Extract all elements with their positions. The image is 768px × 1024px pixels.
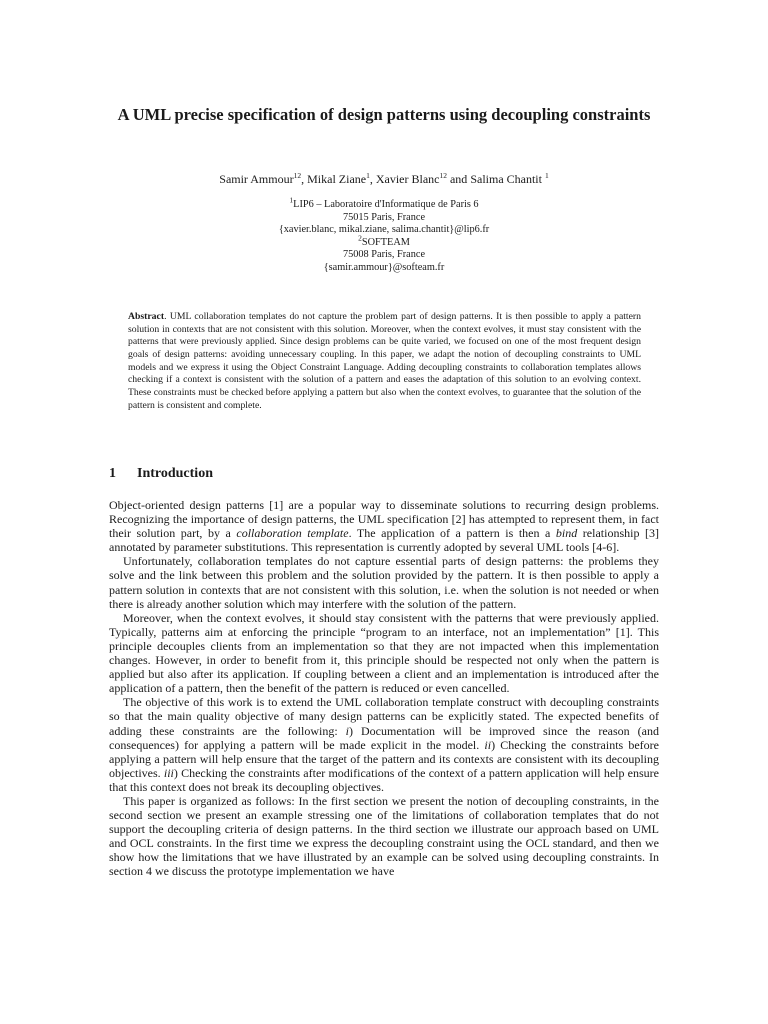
text-run: Moreover, when the context evolves, it should stay consistent with the patterns that were previously applied. Typically, patterns aim at enforcing the principle “program to an interface, not an implementation” [1]. This principle decouples clients from an implementation so that they are not impacted when this implementation changes. However, in order to benefit from it, this principle should be respected not only when the pattern is applied but also after its application. If coupling between a client and an implementation is introduced after the application of a pattern, then the benefit of the pattern is reduced or even cancelled. <box>109 610 659 696</box>
affiliations <box>0 195 768 275</box>
text-run: Unfortunately, collaboration templates do not capture essential parts of design patterns: the problems they solve and the link between this problem and the solution provided by the pattern. It is then possible to apply a pattern solution in contexts that are not consistent with this solution, i.e. when the solution is not needed or when there is already another solution which may interfere with the solution of the pattern. <box>109 554 659 611</box>
author: Mikal Ziane$^1$ <box>307 171 370 186</box>
section-title: Introduction <box>137 466 213 481</box>
italic-term: bind <box>555 526 578 541</box>
body-paragraph <box>109 554 659 610</box>
text-run: ) Checking the constraints after modifications of the context of a pattern application will help ensure that this context does not break its decoupling objectives. <box>109 765 659 794</box>
text-run: ) Checking the constraints before applying a pattern will help ensure that the target of the pattern and its contexts are consistent with its decoupling objectives. <box>109 737 659 780</box>
body-paragraph <box>109 611 659 696</box>
abstract-label: Abstract <box>128 311 165 322</box>
text-run: Object-oriented design patterns [1] are a popular way to disseminate solutions to recurring design problems. Recognizing the importance of design patterns, the UML specification [2] has attempted to represent them, in fact their solution part, by a <box>109 498 659 541</box>
italic-term: ii <box>484 737 492 752</box>
author: Salima Chantit $^1$ <box>470 171 549 186</box>
text-run: . The application of a pattern is then a <box>348 526 556 541</box>
affiliation-city: 75015 Paris, France <box>342 211 426 223</box>
abstract <box>128 311 641 412</box>
section-heading <box>109 465 213 483</box>
affiliation-city: 75008 Paris, France <box>342 249 426 261</box>
text-run: This paper is organized as follows: In the first section we present the notion of decoupling constraints, in the second section we present an example stressing one of the limitations of collaboration templates that do not support the decoupling criteria of design patterns. In the third section we illustrate our approach based on UML and OCL constraints. In the first time we express the decoupling constraint using the OCL standard, and then we show how the limitations that we have illustrated by an example can be solved using decoupling constraints. In section 4 we discuss the prototype implementation we have <box>109 793 659 879</box>
affiliation-name: $^2$SOFTEAM <box>358 233 410 248</box>
section-number: 1 <box>109 466 116 481</box>
affiliation-emails: {samir.ammour}@softeam.fr <box>323 261 445 273</box>
author: Samir Ammour$^{12}$ <box>219 171 302 186</box>
italic-term: collaboration template <box>236 526 349 541</box>
body-text <box>109 498 659 879</box>
body-paragraph <box>109 794 659 879</box>
italic-term: iii <box>163 765 174 780</box>
affiliation-name: $^1$LIP6 – Laboratoire d'Informatique de Paris 6 <box>289 195 479 210</box>
author: Xavier Blanc$^{12}$ <box>375 171 447 186</box>
author-list: Samir Ammour$^{12}$, Mikal Ziane$^1$, Xavier Blanc$^{12}$ and Salima Chantit $^1$ <box>219 171 549 186</box>
affiliation-emails: {xavier.blanc, mikal.ziane, salima.chantit}@lip6.fr <box>278 224 490 236</box>
abstract-text: . UML collaboration templates do not capture the problem part of design patterns. It is then possible to apply a pattern solution in contexts that are not consistent with this solution. Moreover, when the context evolves, it must stay consistent with the patterns that were previously applied. Since design problems can be quite varied, we focused on one of the most frequent design goals of design patterns: avoiding unnecessary coupling. In this paper, we adapt the notion of decoupling constraints to UML models and we express it using the Object Constraint Language. Adding decoupling constraints to collaboration templates allows checking if a context is consistent with the solution of a pattern and eases the adaptation of this solution to an evolving context. These constraints must be checked before applying a pattern but also when the context evolves, to guarantee that the solution of the pattern is consistent and complete. <box>128 311 641 411</box>
body-paragraph <box>109 498 659 554</box>
text-run: relationship [3] annotated by parameter substitutions. This representation is currently adopted by several UML tools [4-6]. <box>109 526 659 555</box>
text-run: ) Documentation will be improved since the reason (and consequences) for applying a pattern will be made explicit in the model. <box>109 723 659 752</box>
italic-term: i <box>345 723 350 738</box>
body-paragraph <box>109 695 659 794</box>
paper-title: A UML precise specification of design patterns using decoupling constraints <box>117 105 651 124</box>
text-run: The objective of this work is to extend the UML collaboration template construct with decoupling constraints so that the main quality objective of many design patterns can be explicitly stated. The expected benefits of adding these constraints are the following: <box>109 695 659 738</box>
